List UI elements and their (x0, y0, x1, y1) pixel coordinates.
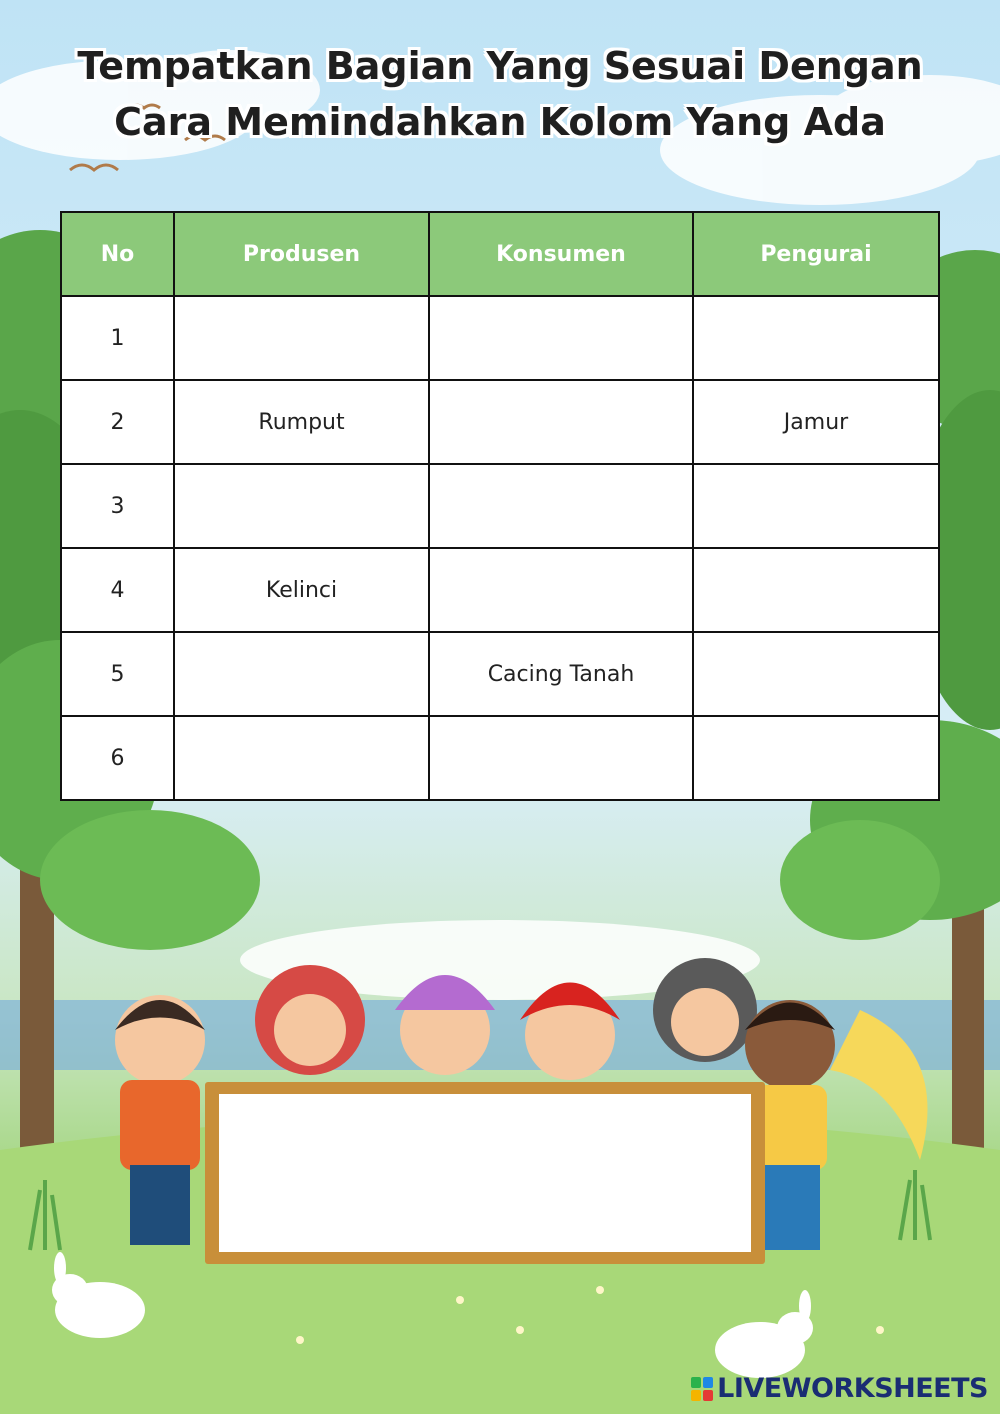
header-pengurai: Pengurai (693, 212, 939, 296)
sign-board-area (219, 1094, 751, 1252)
cell-no: 1 (61, 296, 174, 380)
drop-cell-pengurai[interactable] (693, 464, 939, 548)
table-row (61, 464, 939, 548)
drop-cell-konsumen[interactable] (429, 716, 693, 800)
table-row (61, 380, 939, 464)
logo-icon (691, 1377, 713, 1401)
title-line-2: Cara Memindahkan Kolom Yang Ada (114, 100, 886, 144)
drop-cell-pengurai[interactable] (693, 548, 939, 632)
header-konsumen: Konsumen (429, 212, 693, 296)
cell-no: 3 (61, 464, 174, 548)
drop-cell-produsen[interactable]: Rumput (174, 380, 429, 464)
cell-no: 4 (61, 548, 174, 632)
table-header-row (61, 212, 939, 296)
title-line-1: Tempatkan Bagian Yang Sesuai Dengan (77, 44, 923, 88)
drop-cell-pengurai[interactable]: Jamur (693, 380, 939, 464)
drop-cell-konsumen[interactable] (429, 548, 693, 632)
cell-no: 2 (61, 380, 174, 464)
drop-cell-produsen[interactable]: Kelinci (174, 548, 429, 632)
sorting-table (60, 211, 940, 801)
drop-cell-produsen[interactable] (174, 716, 429, 800)
table-row (61, 632, 939, 716)
liveworksheets-logo[interactable] (691, 1373, 988, 1404)
header-no: No (61, 212, 174, 296)
cell-no: 5 (61, 632, 174, 716)
table-row (61, 548, 939, 632)
page-title (0, 38, 1000, 150)
blank-sign-board (205, 1082, 765, 1264)
header-produsen: Produsen (174, 212, 429, 296)
table-row (61, 716, 939, 800)
drop-cell-pengurai[interactable] (693, 296, 939, 380)
drop-cell-pengurai[interactable] (693, 716, 939, 800)
table-row (61, 296, 939, 380)
drop-cell-produsen[interactable] (174, 464, 429, 548)
drop-cell-konsumen[interactable]: Cacing Tanah (429, 632, 693, 716)
logo-text: LIVEWORKSHEETS (717, 1373, 988, 1404)
drop-cell-pengurai[interactable] (693, 632, 939, 716)
drop-cell-produsen[interactable] (174, 632, 429, 716)
drop-cell-konsumen[interactable] (429, 464, 693, 548)
drop-cell-produsen[interactable] (174, 296, 429, 380)
drop-cell-konsumen[interactable] (429, 380, 693, 464)
cell-no: 6 (61, 716, 174, 800)
drop-cell-konsumen[interactable] (429, 296, 693, 380)
